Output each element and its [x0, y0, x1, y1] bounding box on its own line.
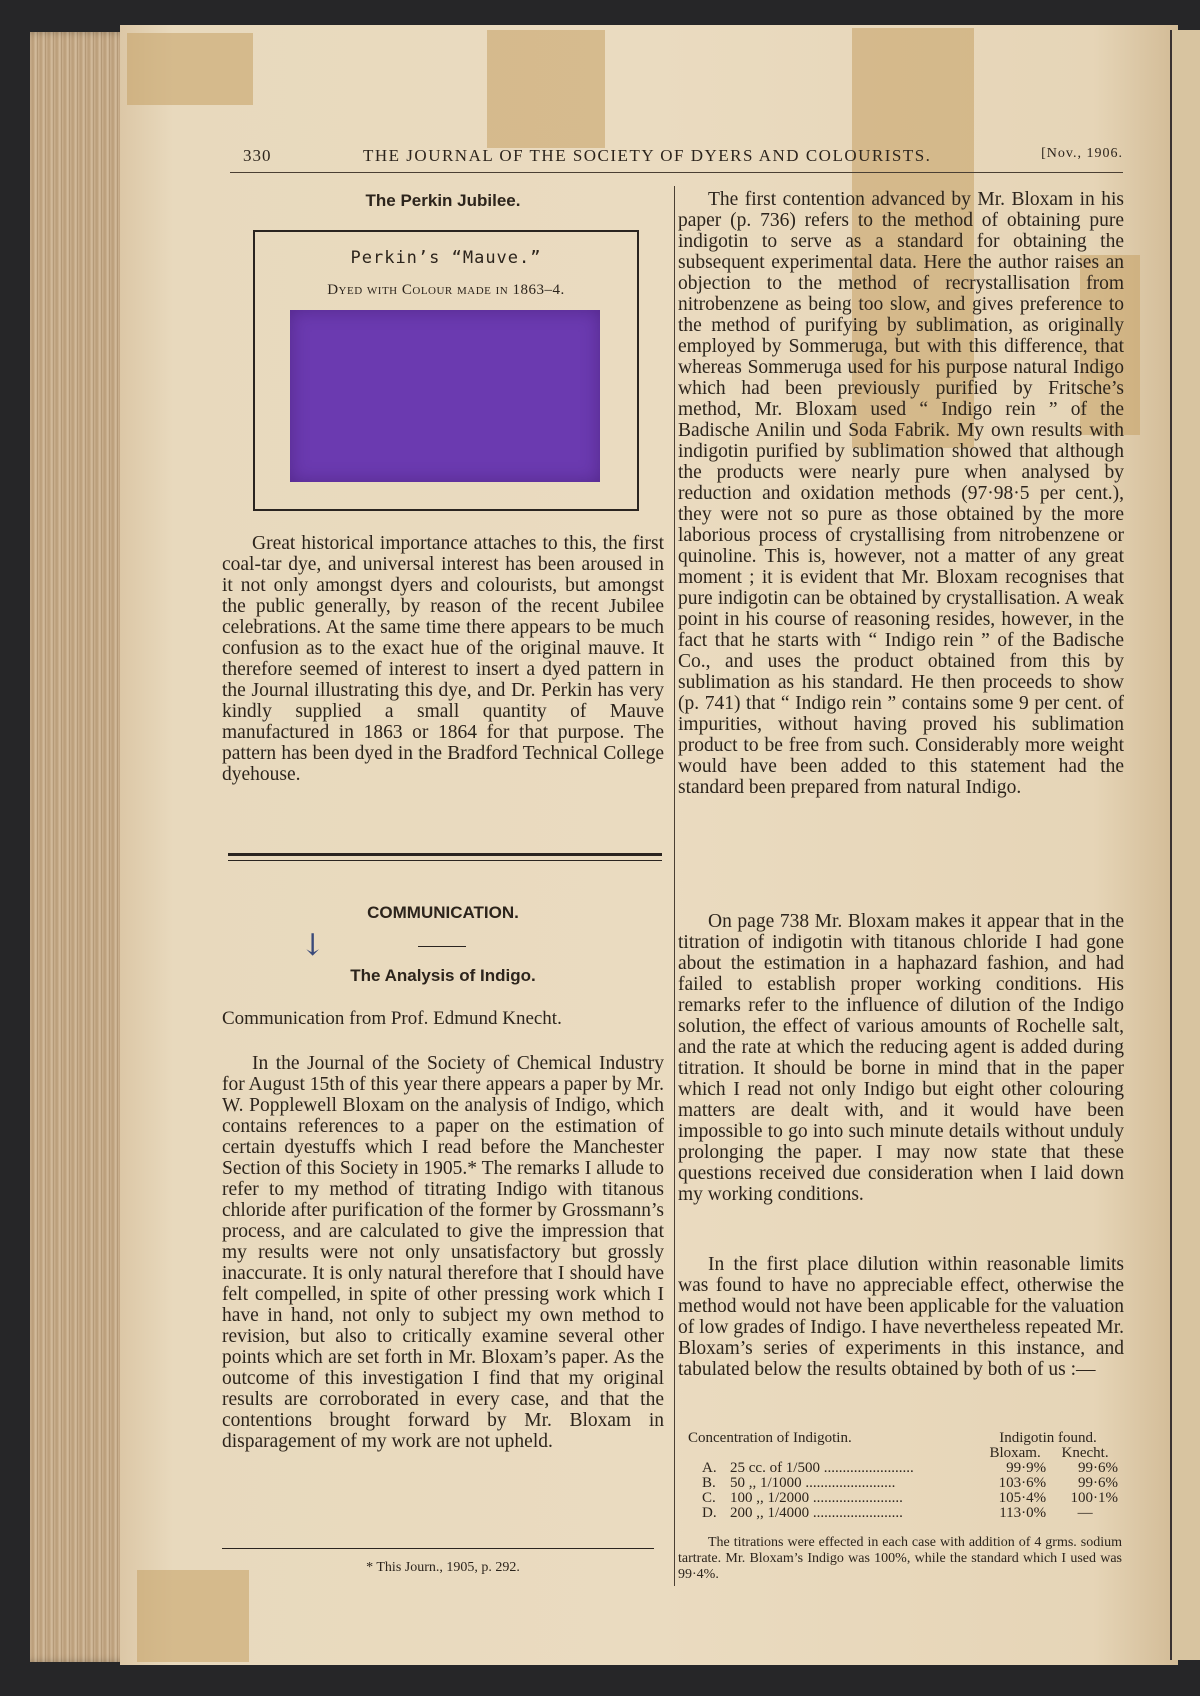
right-paragraph-1 [678, 189, 1124, 798]
right-p1-text: The first contention advanced by Mr. Bloxam in his paper (p. 736) refers to the method of obtaining pure indigotin to serve as a standard for obtaining the subsequent experimental data. Here the author raises an objection to the method of recrystallisation from nitrobenzene as being too slow, and gives preference to the method of purifying by sublimation, as originally employed by Sommeruga, but with this difference, that whereas Sommeruga used for his purpose natural Indigo which had been previously purified by Fritsche’s method, Mr. Bloxam used “ Indigo rein ” of the Badische Anilin und Soda Fabrik. My own results with indigotin purified by sublimation showed that although the products were nearly pure when analysed by reduction and oxidation methods (97·98·5 per cent.), they were not so pure as those obtained by the more laborious process of crystallising from nitrobenzene or quinoline. This is, however, not a matter of any great moment ; it is evident that Mr. Bloxam recognises that pure indigotin can be obtained by crystallisation. A weak point in his course of reasoning resides, however, in the fact that he starts with “ Indigo rein ” of the Badische Co., and uses the product obtained from this by sublimation as his standard. He then proceeds to show (p. 741) that “ Indigo rein ” contains some 9 per cent. of impurities, without having proved his sublimation product to be free from such. Considerably more weight would have been added to this statement had the standard been prepared from natural Indigo. [678, 189, 1124, 798]
article-paragraph-1 [222, 1053, 664, 1452]
footnote: * This Journ., 1905, p. 292. [366, 1560, 520, 1575]
footnote-rule [222, 1548, 654, 1549]
box-title: Perkin’s “Mauve.” [350, 248, 542, 268]
jubilee-text: Great historical importance attaches to this, the first coal-tar dye, and universal interest has been aroused in it not only amongst dyers and colourists, but amongst the public generally, by reason of the recent Jubilee celebrations. At the same time there appears to be much confusion as to the exact hue of the original mauve. It therefore seemed of interest to insert a dyed pattern in the Journal illustrating this dye, and Dr. Perkin has very kindly supplied a small quantity of Mauve manufactured in 1863 or 1864 for that purpose. The pattern has been dyed in the Bradford Technical College dyehouse. [222, 533, 664, 785]
communication-heading: COMMUNICATION. [367, 903, 519, 922]
tape-mark [487, 30, 605, 148]
dyed-fabric-swatch [290, 310, 600, 482]
row-concentration: 100 ,, 1/2000 [730, 1490, 810, 1506]
titration-note-text: The titrations were effected in each case with addition of 4 grms. sodium tartrate. Mr. Bloxam’s Indigo was 100%, while the standard which I used was 99·4%. [678, 1535, 1122, 1582]
table-row: D. 200 ,, 1/4000 ........................ 113·0% — [688, 1506, 1118, 1521]
section-divider-thin [228, 860, 662, 861]
titration-note [678, 1535, 1122, 1583]
journal-title: THE JOURNAL OF THE SOCIETY OF DYERS AND COLOURISTS. [363, 146, 932, 165]
box-subtitle-text: Dyed with Colour made in 1863–4. [327, 282, 565, 298]
facing-page-edge [1170, 30, 1200, 1660]
table-subheader-row [688, 1446, 1118, 1461]
right-p3-text: In the first place dilution within reasonable limits was found to have no appreciable effect, otherwise the method would not have been applicable for the valuation of low grades of Indigo. I have nevertheless repeated Mr. Bloxam’s series of experiments in this instance, and tabulated below the results obtained by both of us :— [678, 1254, 1124, 1380]
running-header [243, 146, 1123, 168]
section-divider [228, 853, 662, 856]
byline-text: Communication from Prof. Edmund Knecht. [222, 1008, 562, 1029]
page-number: 330 [243, 146, 272, 165]
row-bloxam: 99·9% [1006, 1460, 1047, 1476]
header-rule [230, 172, 1123, 173]
row-bloxam: 113·0% [999, 1505, 1047, 1521]
short-rule [418, 946, 466, 947]
table-row: A. 25 cc. of 1/500 ........................ 99·9% 99·6% [688, 1461, 1118, 1476]
section-title: The Perkin Jubilee. [365, 191, 521, 210]
row-bloxam: 105·4% [998, 1490, 1047, 1506]
column-divider [674, 186, 675, 1586]
right-paragraph-3 [678, 1254, 1124, 1380]
row-label: B. [702, 1475, 716, 1491]
row-knecht: 100·1% [1070, 1490, 1118, 1506]
row-concentration: 50 ,, 1/1000 [730, 1475, 802, 1491]
issue-date: [Nov., 1906. [1041, 146, 1123, 161]
col-header-concentration: Concentration of Indigotin. [688, 1430, 852, 1446]
results-table [688, 1431, 1118, 1521]
col-header-found: Indigotin found. [999, 1430, 1097, 1446]
tape-mark [137, 1570, 249, 1662]
row-knecht: — [1077, 1505, 1093, 1521]
table-row: C. 100 ,, 1/2000 ........................ 105·4% 100·1% [688, 1491, 1118, 1506]
article-p1-text: In the Journal of the Society of Chemical Industry for August 15th of this year there appears a paper by Mr. W. Popplewell Bloxam on the analysis of Indigo, which contains references to a paper on the estimation of certain dyestuffs which I read before the Manchester Section of this Society in 1905.* The remarks I allude to refer to my method of titrating Indigo with titanous chloride after purification of the former by Grossmann’s process, and are calculated to give the impression that my results were not only unsatisfactory but grossly inaccurate. It is only natural therefore that I should have felt compelled, in spite of other pressing work which I have in hand, not only to subject my own method to revision, but also to critically examine several other points which are set forth in Mr. Bloxam’s paper. As the outcome of this investigation I find that my original results are corroborated in every case, and that the contentions brought forward by Mr. Bloxam in disparagement of my work are not upheld. [222, 1053, 664, 1452]
box-subtitle [255, 282, 637, 299]
article-title: The Analysis of Indigo. [350, 966, 536, 985]
right-p2-text: On page 738 Mr. Bloxam makes it appear that in the titration of indigotin with titanous chloride I had gone about the estimation in a haphazard fashion, and had failed to establish proper working conditions. His remarks refer to the influence of dilution of the Indigo solution, the effect of various amounts of Rochelle salt, and the rate at which the reducing agent is added during titration. It should be borne in mind that in the paper which I read not only Indigo but eight other colouring matters are dealt with, and it would have been impossible to go into such minute details without unduly prolonging the paper. I may now state that these questions received due consideration when I laid down my working conditions. [678, 911, 1124, 1205]
row-knecht: 99·6% [1078, 1460, 1118, 1476]
right-paragraph-2 [678, 911, 1124, 1205]
pencil-arrow-mark: ↓ [300, 928, 326, 963]
indigotin-table [688, 1431, 1118, 1521]
row-concentration: 200 ,, 1/4000 [730, 1505, 810, 1521]
row-label: A. [702, 1460, 717, 1476]
row-bloxam: 103·6% [998, 1475, 1047, 1491]
sub-bloxam: Bloxam. [989, 1445, 1041, 1461]
row-label: D. [702, 1505, 717, 1521]
row-label: C. [702, 1490, 716, 1506]
sub-knecht: Knecht. [1061, 1445, 1109, 1461]
table-row: B. 50 ,, 1/1000 ........................ 103·6% 99·6% [688, 1476, 1118, 1491]
table-header-row [688, 1431, 1118, 1446]
tape-mark [127, 33, 253, 105]
byline [222, 1008, 664, 1029]
jubilee-paragraph [222, 533, 664, 785]
row-concentration: 25 cc. of 1/500 [730, 1460, 820, 1476]
mauve-sample-box [253, 230, 639, 511]
row-knecht: 99·6% [1078, 1475, 1118, 1491]
